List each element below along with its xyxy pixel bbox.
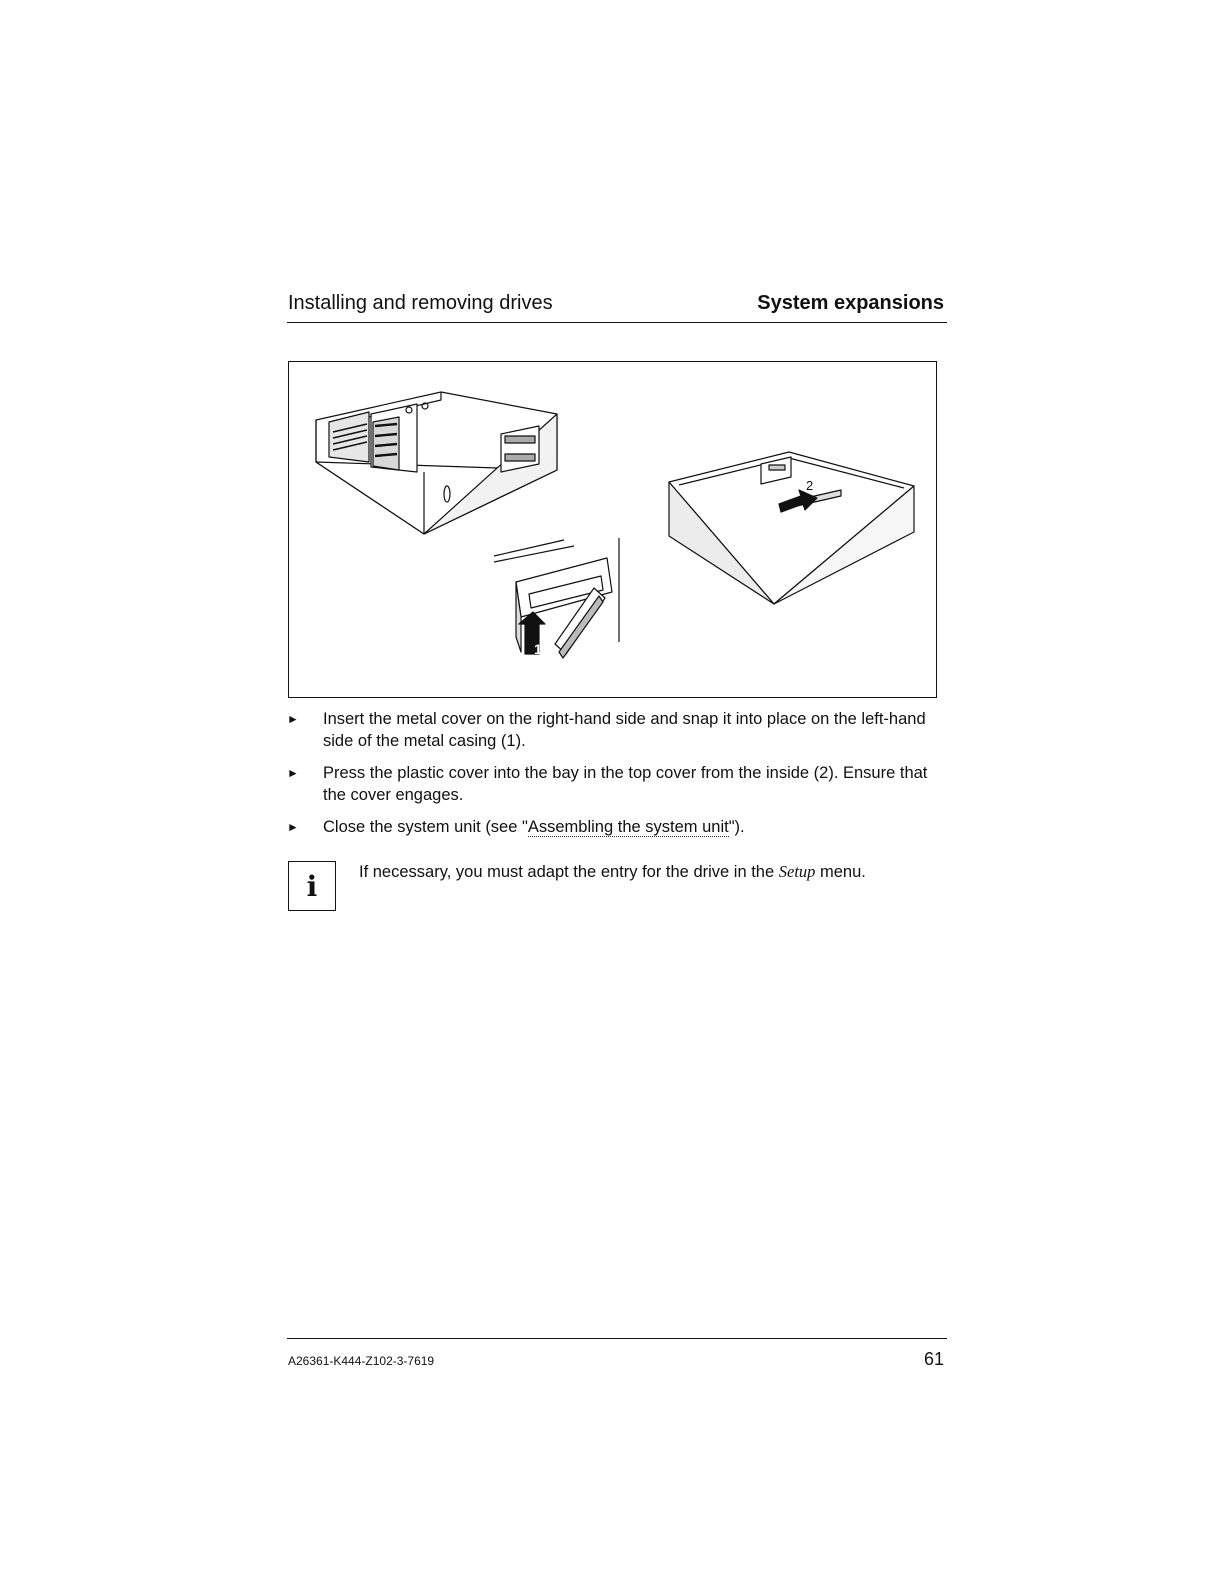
figure-box	[288, 361, 937, 698]
info-note: If necessary, you must adapt the entry for the drive in the Setup menu.	[359, 862, 866, 881]
callout-1-label: 1	[534, 641, 542, 657]
assembling-system-unit-link[interactable]: Assembling the system unit	[527, 818, 729, 836]
callout-2-label: 2	[806, 478, 814, 493]
bullet-arrow-icon: ►	[287, 820, 299, 834]
document-number: A26361-K444-Z102-3-7619	[288, 1354, 435, 1368]
page-header-section: Installing and removing drives	[288, 292, 553, 314]
header-rule	[287, 322, 947, 323]
bullet-arrow-icon: ►	[287, 766, 299, 780]
page-number: 61	[923, 1349, 944, 1369]
page-header-chapter: System expansions	[757, 292, 944, 314]
chassis-left-illustration	[316, 392, 557, 534]
drive-closeup-illustration	[494, 538, 619, 658]
top-cover-illustration	[669, 452, 914, 604]
footer-rule	[287, 1338, 947, 1339]
step-text: Press the plastic cover into the bay in the top cover from the inside (2). Ensure that the cover engages.	[323, 764, 928, 804]
setup-menu-term: Setup	[778, 862, 816, 881]
info-icon: i	[288, 861, 336, 911]
drive-installation-illustration	[289, 362, 938, 699]
bullet-arrow-icon: ►	[287, 712, 299, 726]
step-text: Close the system unit (see "Assembling the system unit").	[323, 818, 745, 836]
step-text: Insert the metal cover on the right-hand side and snap it into place on the left-hand side of the metal casing (1).	[323, 710, 926, 750]
